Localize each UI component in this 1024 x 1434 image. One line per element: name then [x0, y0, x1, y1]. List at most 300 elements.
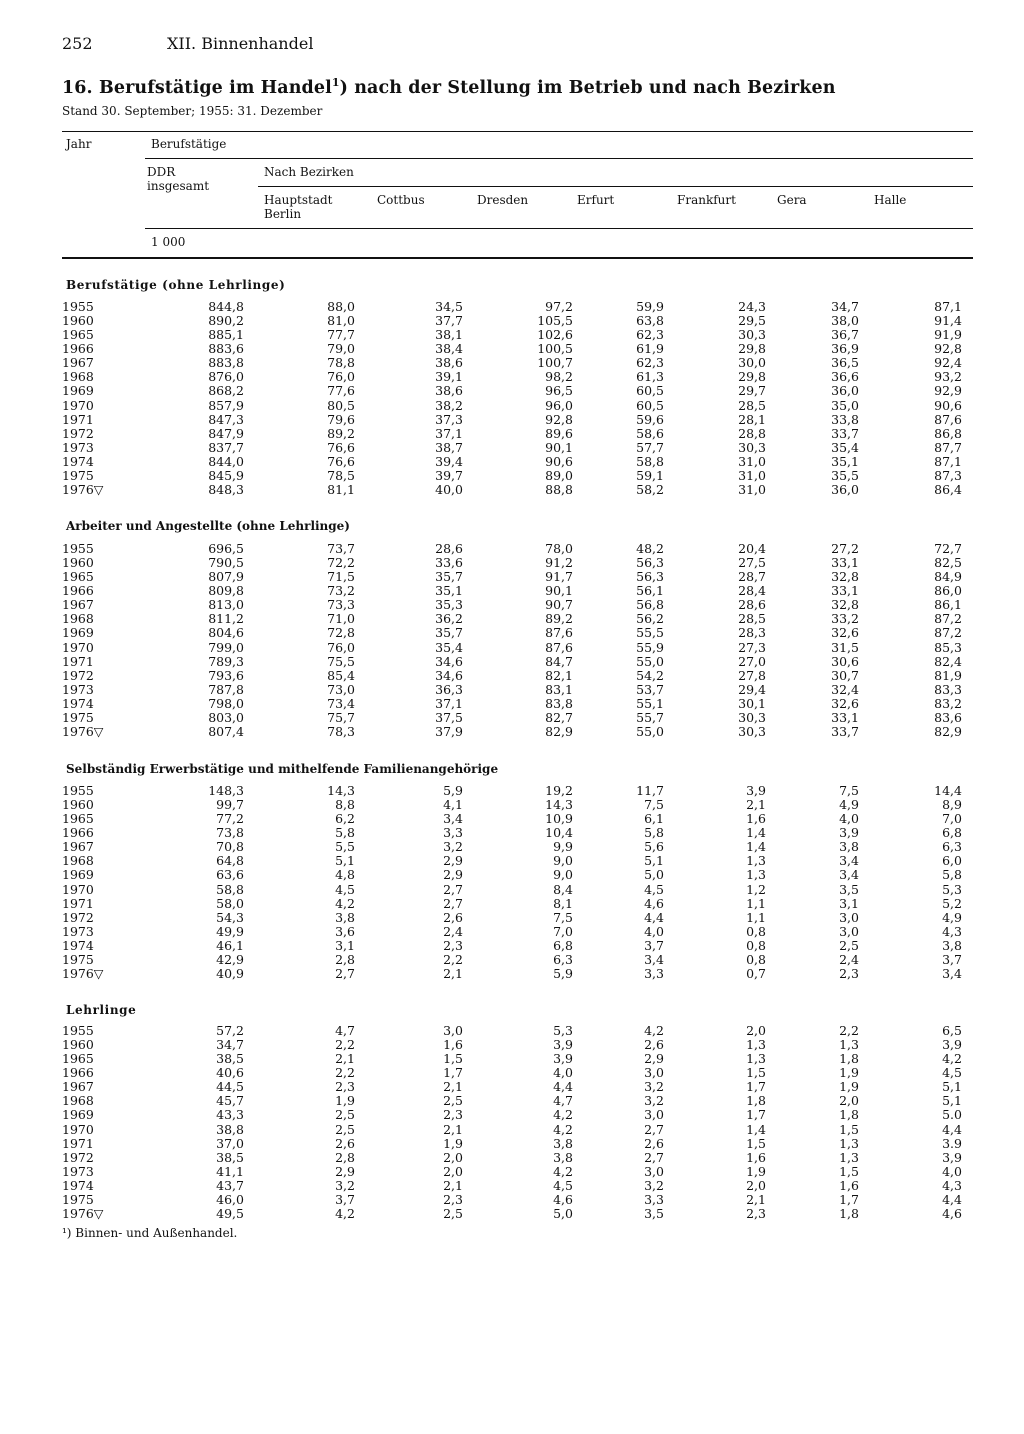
cell-gera: 36,9 [831, 341, 859, 357]
cell-ddr-total: 99,7 [216, 797, 244, 813]
cell-erfurt: 6,1 [644, 811, 664, 827]
cell-gera: 1,8 [839, 1206, 859, 1222]
cell-erfurt: 3,0 [644, 1107, 664, 1123]
cell-berlin: 78,3 [327, 724, 355, 740]
cell-dresden: 83,1 [545, 681, 573, 697]
cell-halle: 4,4 [942, 1121, 962, 1137]
cell-cottbus: 35,1 [435, 583, 463, 599]
cell-cottbus: 35,4 [435, 639, 463, 655]
cell-erfurt: 55,7 [636, 709, 664, 725]
cell-year: 1955 [62, 299, 94, 314]
cell-ddr-total: 73,8 [216, 825, 244, 841]
table-subtitle: Stand 30. September; 1955: 31. Dezember [62, 104, 323, 118]
cell-erfurt: 2,6 [644, 1037, 664, 1053]
cell-berlin: 77,6 [327, 383, 355, 399]
cell-frankfurt: 1,3 [746, 1051, 766, 1067]
cell-year: 1972 [62, 1149, 94, 1165]
cell-year: 1967 [62, 839, 94, 855]
cell-frankfurt: 1,3 [746, 853, 766, 869]
unit-label: 1 000 [151, 235, 186, 249]
table-row [62, 1123, 962, 1137]
running-header [62, 34, 313, 53]
cell-berlin: 4,5 [335, 881, 355, 897]
cell-year: 1966 [62, 583, 94, 599]
cell-halle: 91,4 [934, 313, 962, 329]
cell-year: 1969 [62, 625, 94, 641]
cell-cottbus: 37,7 [435, 313, 463, 329]
cell-halle: 87,6 [934, 411, 962, 427]
cell-dresden: 90,1 [545, 439, 573, 455]
cell-halle: 91,9 [934, 327, 962, 343]
cell-year: 1971 [62, 1135, 94, 1151]
cell-halle: 86,1 [934, 597, 962, 613]
footnote-marker: 1 [331, 76, 340, 89]
cell-frankfurt: 1,1 [746, 895, 766, 911]
cell-gera: 32,6 [831, 695, 859, 711]
cell-frankfurt: 30,3 [738, 724, 766, 740]
cell-frankfurt: 20,4 [738, 541, 766, 556]
cell-year: 1969 [62, 1107, 94, 1123]
table-row [62, 342, 962, 356]
cell-ddr-total: 696,5 [208, 541, 244, 556]
cell-year: 1969 [62, 867, 94, 883]
cell-cottbus: 4,1 [443, 797, 463, 813]
col-header-gera: Gera [777, 193, 807, 207]
cell-ddr-total: 40,9 [216, 966, 244, 982]
cell-halle: 6,8 [942, 825, 962, 841]
cell-cottbus: 34,6 [435, 653, 463, 669]
cell-frankfurt: 24,3 [738, 299, 766, 314]
cell-halle: 82,9 [934, 724, 962, 740]
cell-cottbus: 2,7 [443, 895, 463, 911]
cell-gera: 1,3 [839, 1149, 859, 1165]
cell-frankfurt: 28,5 [738, 611, 766, 627]
cell-ddr-total: 41,1 [216, 1163, 244, 1179]
cell-ddr-total: 64,8 [216, 853, 244, 869]
cell-ddr-total: 868,2 [208, 383, 244, 399]
cell-dresden: 8,1 [553, 895, 573, 911]
cell-year: 1976▽ [62, 482, 104, 498]
data-block-arbeiter [62, 542, 962, 739]
cell-halle: 83,6 [934, 709, 962, 725]
cell-halle: 87,7 [934, 439, 962, 455]
cell-ddr-total: 44,5 [216, 1079, 244, 1095]
cell-erfurt: 62,3 [636, 327, 664, 343]
table-row [62, 1193, 962, 1207]
cell-frankfurt: 2,0 [746, 1177, 766, 1193]
cell-dresden: 4,0 [553, 1065, 573, 1081]
cell-halle: 86,8 [934, 425, 962, 441]
cell-gera: 30,7 [831, 667, 859, 683]
table-row [62, 612, 962, 626]
cell-halle: 3,4 [942, 966, 962, 982]
cell-berlin: 1,9 [335, 1093, 355, 1109]
table-row [62, 1151, 962, 1165]
cell-dresden: 3,9 [553, 1051, 573, 1067]
cell-berlin: 78,5 [327, 467, 355, 483]
cell-year: 1973 [62, 681, 94, 697]
cell-gera: 36,0 [831, 383, 859, 399]
cell-frankfurt: 29,8 [738, 341, 766, 357]
table-row [62, 1165, 962, 1179]
cell-halle: 92,8 [934, 341, 962, 357]
table-row [62, 556, 962, 570]
cell-dresden: 89,0 [545, 467, 573, 483]
cell-berlin: 2,5 [335, 1121, 355, 1137]
cell-gera: 1,5 [839, 1163, 859, 1179]
cell-gera: 32,4 [831, 681, 859, 697]
cell-dresden: 82,1 [545, 667, 573, 683]
footnote: ¹) Binnen- und Außenhandel. [62, 1226, 238, 1240]
cell-gera: 31,5 [831, 639, 859, 655]
cell-cottbus: 2,1 [443, 1121, 463, 1137]
cell-year: 1965 [62, 569, 94, 585]
cell-dresden: 3,9 [553, 1037, 573, 1053]
col-header-cottbus: Cottbus [377, 193, 425, 207]
cell-dresden: 96,5 [545, 383, 573, 399]
table-row [62, 384, 962, 398]
cell-berlin: 4,8 [335, 867, 355, 883]
cell-cottbus: 2,0 [443, 1163, 463, 1179]
cell-gera: 1,9 [839, 1079, 859, 1095]
cell-gera: 36,5 [831, 355, 859, 371]
cell-gera: 2,0 [839, 1093, 859, 1109]
cell-gera: 3,5 [839, 881, 859, 897]
cell-berlin: 2,5 [335, 1107, 355, 1123]
data-block-lehrlinge [62, 1024, 962, 1221]
col-header-erfurt: Erfurt [577, 193, 615, 207]
cell-halle: 3,7 [942, 951, 962, 967]
cell-berlin: 2,2 [335, 1037, 355, 1053]
section-title-berufstaetige: Berufstätige (ohne Lehrlinge) [66, 278, 286, 292]
cell-berlin: 77,7 [327, 327, 355, 343]
cell-erfurt: 56,1 [636, 583, 664, 599]
cell-gera: 1,8 [839, 1107, 859, 1123]
cell-year: 1974 [62, 937, 94, 953]
cell-halle: 87,1 [934, 453, 962, 469]
cell-berlin: 3,8 [335, 909, 355, 925]
table-row [62, 1038, 962, 1052]
cell-berlin: 73,3 [327, 597, 355, 613]
cell-berlin: 3,7 [335, 1191, 355, 1207]
cell-year: 1970 [62, 639, 94, 655]
cell-year: 1973 [62, 1163, 94, 1179]
cell-dresden: 87,6 [545, 625, 573, 641]
chapter-title: XII. Binnenhandel [167, 34, 314, 53]
header-rule-bezirke [258, 186, 973, 187]
cell-frankfurt: 31,0 [738, 482, 766, 498]
table-row [62, 840, 962, 854]
cell-ddr-total: 42,9 [216, 951, 244, 967]
cell-halle: 84,9 [934, 569, 962, 585]
cell-gera: 30,6 [831, 653, 859, 669]
cell-erfurt: 56,8 [636, 597, 664, 613]
cell-year: 1971 [62, 653, 94, 669]
cell-frankfurt: 1,5 [746, 1065, 766, 1081]
cell-erfurt: 56,3 [636, 555, 664, 571]
cell-year: 1971 [62, 895, 94, 911]
cell-halle: 5,1 [942, 1093, 962, 1109]
cell-ddr-total: 845,9 [208, 467, 244, 483]
cell-gera: 33,2 [831, 611, 859, 627]
cell-year: 1968 [62, 1093, 94, 1109]
cell-gera: 3,4 [839, 867, 859, 883]
cell-cottbus: 37,1 [435, 695, 463, 711]
cell-dresden: 4,6 [553, 1191, 573, 1207]
cell-gera: 1,5 [839, 1121, 859, 1137]
cell-erfurt: 4,5 [644, 881, 664, 897]
cell-erfurt: 58,2 [636, 482, 664, 498]
cell-erfurt: 2,7 [644, 1149, 664, 1165]
cell-gera: 33,1 [831, 709, 859, 725]
cell-year: 1972 [62, 909, 94, 925]
table-title-main: 16. Berufstätige im Handel [62, 77, 332, 98]
cell-halle: 4,4 [942, 1191, 962, 1207]
cell-cottbus: 1,7 [443, 1065, 463, 1081]
table-row [62, 1066, 962, 1080]
cell-cottbus: 3,3 [443, 825, 463, 841]
cell-erfurt: 55,0 [636, 724, 664, 740]
cell-halle: 3,8 [942, 937, 962, 953]
cell-cottbus: 37,5 [435, 709, 463, 725]
table-row [62, 1179, 962, 1193]
cell-halle: 4,2 [942, 1051, 962, 1067]
table-row [62, 1024, 962, 1038]
cell-cottbus: 1,6 [443, 1037, 463, 1053]
cell-ddr-total: 57,2 [216, 1023, 244, 1038]
table-row [62, 953, 962, 967]
cell-year: 1975 [62, 467, 94, 483]
cell-halle: 92,9 [934, 383, 962, 399]
cell-berlin: 6,2 [335, 811, 355, 827]
cell-berlin: 71,5 [327, 569, 355, 585]
cell-erfurt: 3,7 [644, 937, 664, 953]
cell-erfurt: 3,5 [644, 1206, 664, 1222]
cell-frankfurt: 31,0 [738, 453, 766, 469]
cell-dresden: 4,2 [553, 1121, 573, 1137]
cell-ddr-total: 876,0 [208, 369, 244, 385]
cell-dresden: 4,2 [553, 1107, 573, 1123]
cell-cottbus: 33,6 [435, 555, 463, 571]
table-row [62, 697, 962, 711]
table-row [62, 469, 962, 483]
cell-dresden: 4,5 [553, 1177, 573, 1193]
table-row [62, 812, 962, 826]
cell-cottbus: 2,4 [443, 923, 463, 939]
cell-frankfurt: 2,0 [746, 1023, 766, 1038]
cell-gera: 3,1 [839, 895, 859, 911]
cell-ddr-total: 77,2 [216, 811, 244, 827]
cell-berlin: 2,1 [335, 1051, 355, 1067]
table-row [62, 784, 962, 798]
cell-ddr-total: 793,6 [208, 667, 244, 683]
cell-erfurt: 2,7 [644, 1121, 664, 1137]
cell-cottbus: 1,9 [443, 1135, 463, 1151]
cell-dresden: 19,2 [545, 783, 573, 798]
cell-year: 1972 [62, 667, 94, 683]
cell-dresden: 88,8 [545, 482, 573, 498]
cell-year: 1965 [62, 327, 94, 343]
cell-berlin: 76,0 [327, 639, 355, 655]
cell-erfurt: 4,4 [644, 909, 664, 925]
cell-frankfurt: 29,5 [738, 313, 766, 329]
cell-cottbus: 2,0 [443, 1149, 463, 1165]
cell-cottbus: 35,7 [435, 569, 463, 585]
cell-frankfurt: 3,9 [746, 783, 766, 798]
table-row [62, 655, 962, 669]
cell-berlin: 4,2 [335, 1206, 355, 1222]
table-row [62, 711, 962, 725]
table-row [62, 1094, 962, 1108]
cell-gera: 35,5 [831, 467, 859, 483]
cell-halle: 3.9 [942, 1135, 962, 1151]
table-row [62, 455, 962, 469]
cell-cottbus: 37,1 [435, 425, 463, 441]
cell-frankfurt: 30,3 [738, 439, 766, 455]
data-block-selbstaendig [62, 784, 962, 981]
cell-ddr-total: 844,0 [208, 453, 244, 469]
cell-year: 1972 [62, 425, 94, 441]
cell-cottbus: 1,5 [443, 1051, 463, 1067]
table-row [62, 370, 962, 384]
cell-erfurt: 56,2 [636, 611, 664, 627]
cell-halle: 5,3 [942, 881, 962, 897]
cell-ddr-total: 807,9 [208, 569, 244, 585]
table-row [62, 1207, 962, 1221]
cell-dresden: 78,0 [545, 541, 573, 556]
cell-berlin: 2,2 [335, 1065, 355, 1081]
cell-berlin: 85,4 [327, 667, 355, 683]
cell-erfurt: 7,5 [644, 797, 664, 813]
table-row [62, 427, 962, 441]
cell-halle: 4,3 [942, 923, 962, 939]
cell-frankfurt: 2,1 [746, 797, 766, 813]
cell-erfurt: 4,2 [644, 1023, 664, 1038]
cell-berlin: 2,8 [335, 1149, 355, 1165]
cell-frankfurt: 0,8 [746, 937, 766, 953]
cell-berlin: 2,8 [335, 951, 355, 967]
table-row [62, 1137, 962, 1151]
header-rule-bottom [62, 257, 973, 259]
cell-cottbus: 34,6 [435, 667, 463, 683]
cell-cottbus: 38,6 [435, 355, 463, 371]
cell-gera: 32,8 [831, 597, 859, 613]
cell-cottbus: 2,3 [443, 1107, 463, 1123]
cell-cottbus: 2,9 [443, 853, 463, 869]
cell-berlin: 76,6 [327, 439, 355, 455]
cell-year: 1970 [62, 881, 94, 897]
header-rule-berufstaetige [145, 158, 973, 159]
cell-gera: 3,9 [839, 825, 859, 841]
cell-cottbus: 37,3 [435, 411, 463, 427]
cell-ddr-total: 38,8 [216, 1121, 244, 1137]
cell-ddr-total: 787,8 [208, 681, 244, 697]
cell-dresden: 9,0 [553, 867, 573, 883]
cell-ddr-total: 49,9 [216, 923, 244, 939]
cell-gera: 36,0 [831, 482, 859, 498]
cell-erfurt: 60,5 [636, 383, 664, 399]
cell-erfurt: 3,0 [644, 1065, 664, 1081]
cell-frankfurt: 0,7 [746, 966, 766, 982]
cell-gera: 32,8 [831, 569, 859, 585]
cell-berlin: 5,8 [335, 825, 355, 841]
cell-dresden: 83,8 [545, 695, 573, 711]
cell-berlin: 89,2 [327, 425, 355, 441]
cell-cottbus: 2,2 [443, 951, 463, 967]
cell-berlin: 81,1 [327, 482, 355, 498]
cell-year: 1976▽ [62, 1206, 104, 1222]
cell-berlin: 73,2 [327, 583, 355, 599]
cell-frankfurt: 1,7 [746, 1107, 766, 1123]
cell-year: 1960 [62, 313, 94, 329]
cell-gera: 4,9 [839, 797, 859, 813]
cell-halle: 83,2 [934, 695, 962, 711]
cell-halle: 4,3 [942, 1177, 962, 1193]
cell-berlin: 8,8 [335, 797, 355, 813]
cell-halle: 5,2 [942, 895, 962, 911]
cell-year: 1976▽ [62, 966, 104, 982]
table-row [62, 328, 962, 342]
cell-frankfurt: 29,4 [738, 681, 766, 697]
cell-cottbus: 39,4 [435, 453, 463, 469]
col-header-halle: Halle [874, 193, 907, 207]
cell-frankfurt: 29,7 [738, 383, 766, 399]
cell-berlin: 81,0 [327, 313, 355, 329]
table-row [62, 669, 962, 683]
cell-erfurt: 5,8 [644, 825, 664, 841]
cell-berlin: 3,2 [335, 1177, 355, 1193]
cell-erfurt: 54,2 [636, 667, 664, 683]
cell-ddr-total: 848,3 [208, 482, 244, 498]
cell-cottbus: 2,5 [443, 1206, 463, 1222]
cell-gera: 33,8 [831, 411, 859, 427]
cell-halle: 5,1 [942, 1079, 962, 1095]
cell-dresden: 7,5 [553, 909, 573, 925]
cell-erfurt: 57,7 [636, 439, 664, 455]
cell-ddr-total: 70,8 [216, 839, 244, 855]
cell-year: 1965 [62, 1051, 94, 1067]
table-row [62, 598, 962, 612]
cell-erfurt: 3,2 [644, 1177, 664, 1193]
cell-dresden: 5,9 [553, 966, 573, 982]
cell-ddr-total: 803,0 [208, 709, 244, 725]
cell-frankfurt: 30,3 [738, 709, 766, 725]
cell-dresden: 102,6 [537, 327, 573, 343]
cell-cottbus: 38,6 [435, 383, 463, 399]
cell-halle: 87,3 [934, 467, 962, 483]
cell-erfurt: 62,3 [636, 355, 664, 371]
cell-berlin: 76,0 [327, 369, 355, 385]
cell-frankfurt: 1,7 [746, 1079, 766, 1095]
cell-frankfurt: 0,8 [746, 923, 766, 939]
table-row [62, 883, 962, 897]
cell-gera: 3,0 [839, 909, 859, 925]
cell-frankfurt: 0,8 [746, 951, 766, 967]
col-header-ddr-line2: insgesamt [147, 179, 210, 193]
table-row [62, 725, 962, 739]
cell-berlin: 79,6 [327, 411, 355, 427]
cell-cottbus: 34,5 [435, 299, 463, 314]
cell-year: 1967 [62, 597, 94, 613]
cell-year: 1967 [62, 355, 94, 371]
cell-dresden: 14,3 [545, 797, 573, 813]
cell-dresden: 100,7 [537, 355, 573, 371]
cell-year: 1975 [62, 951, 94, 967]
cell-halle: 14,4 [934, 783, 962, 798]
cell-dresden: 89,2 [545, 611, 573, 627]
cell-gera: 3,4 [839, 853, 859, 869]
cell-frankfurt: 28,3 [738, 625, 766, 641]
